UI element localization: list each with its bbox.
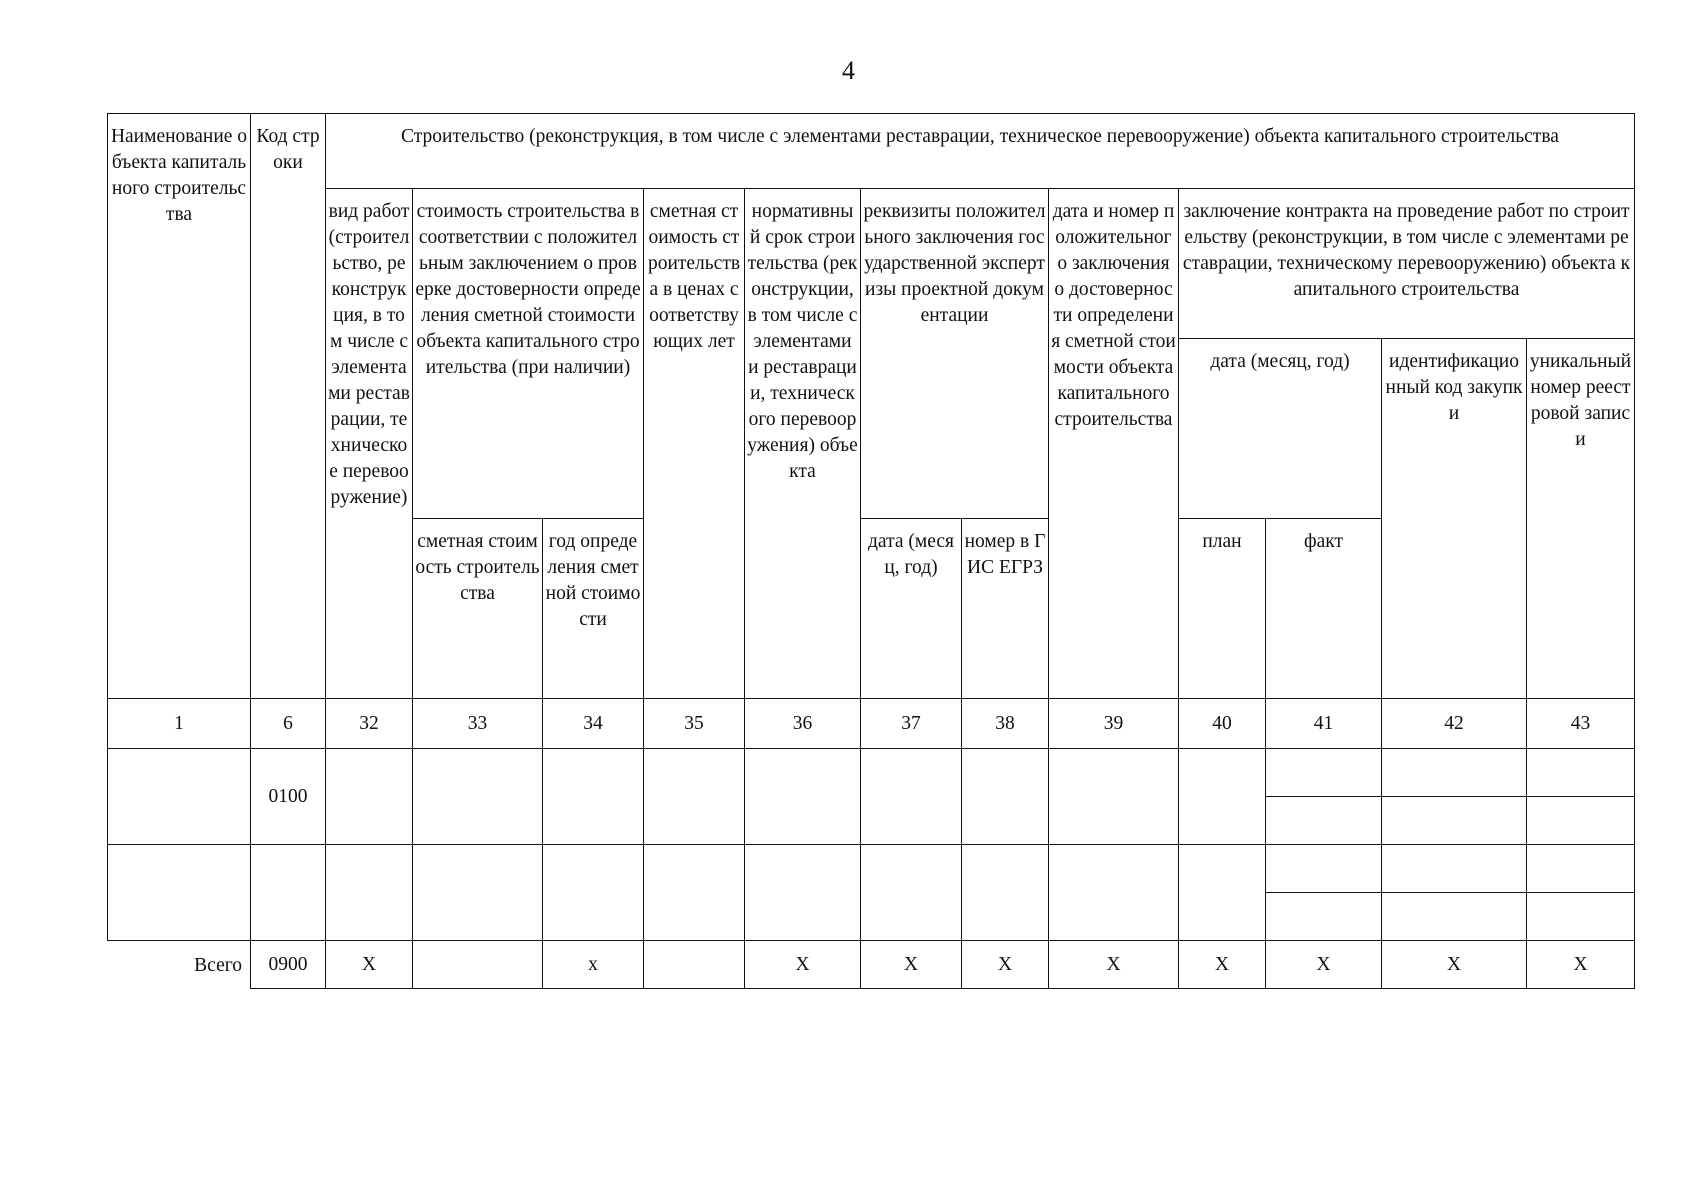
total-cell: X — [1266, 941, 1382, 989]
header-registry-number: уникальный номер реестровой записи — [1527, 339, 1635, 699]
column-numbers-row — [108, 699, 1635, 749]
total-cell: X — [1179, 941, 1266, 989]
header-contract-group: заключение контракта на проведение работ по строительству (реконструкции, в том числе с элементами реставрации, техническому перевооружению) объекта капитального строительства — [1179, 189, 1635, 339]
data-cell[interactable] — [413, 845, 543, 941]
header-cost-estimate: сметная стоимость строительства — [413, 519, 543, 699]
data-cell[interactable] — [861, 845, 962, 941]
data-cell[interactable] — [1266, 749, 1382, 797]
column-number: 38 — [962, 699, 1049, 749]
header-cost-year: год определения сметной стоимости — [543, 519, 644, 699]
object-name-cell[interactable] — [108, 749, 251, 845]
header-contract-plan: план — [1179, 519, 1266, 699]
column-number: 41 — [1266, 699, 1382, 749]
data-cell[interactable] — [962, 845, 1049, 941]
total-cell: X — [1527, 941, 1635, 989]
header-construction-group: Строительство (реконструкция, в том числе с элементами реставрации, техническое перевооружение) объекта капитального строительства — [326, 114, 1635, 189]
report-table — [107, 113, 1635, 989]
header-object-name: Наименование объекта капитального строительства — [108, 114, 251, 699]
data-cell[interactable] — [861, 749, 962, 845]
data-cell[interactable] — [326, 749, 413, 845]
column-number: 35 — [644, 699, 745, 749]
header-contract-date: дата (месяц, год) — [1179, 339, 1382, 519]
header-normative-term: нормативный срок строительства (реконструкции, в том числе с элементами и реставрации, технического перевооружения) объекта — [745, 189, 861, 699]
total-cell: X — [962, 941, 1049, 989]
object-name-cell[interactable] — [108, 845, 251, 941]
header-cost-current-prices: сметная стоимость строительства в ценах соответствующих лет — [644, 189, 745, 699]
total-cell[interactable] — [644, 941, 745, 989]
data-cell[interactable] — [1382, 749, 1527, 797]
total-row-code: 0900 — [251, 941, 326, 989]
column-number: 39 — [1049, 699, 1179, 749]
data-cell[interactable] — [1179, 845, 1266, 941]
column-number: 6 — [251, 699, 326, 749]
header-purchase-id: идентификационный код закупки — [1382, 339, 1527, 699]
data-cell[interactable] — [1527, 893, 1635, 941]
total-cell: X — [1049, 941, 1179, 989]
total-cell: X — [745, 941, 861, 989]
column-number: 32 — [326, 699, 413, 749]
column-number: 42 — [1382, 699, 1527, 749]
column-number: 40 — [1179, 699, 1266, 749]
total-cell: x — [543, 941, 644, 989]
data-cell[interactable] — [1382, 797, 1527, 845]
data-cell[interactable] — [326, 845, 413, 941]
row-code-cell — [251, 845, 326, 941]
header-row-code: Код строки — [251, 114, 326, 699]
data-cell[interactable] — [413, 749, 543, 845]
data-cell[interactable] — [1049, 845, 1179, 941]
header-expertise-number: номер в ГИС ЕГРЗ — [962, 519, 1049, 699]
row-code-cell: 0100 — [251, 749, 326, 845]
data-cell[interactable] — [644, 749, 745, 845]
data-cell[interactable] — [1266, 893, 1382, 941]
table-row — [108, 845, 1635, 893]
column-number: 34 — [543, 699, 644, 749]
data-cell[interactable] — [745, 749, 861, 845]
column-number: 43 — [1527, 699, 1635, 749]
table-row — [108, 749, 1635, 797]
data-cell[interactable] — [543, 845, 644, 941]
page-number: 4 — [842, 56, 855, 85]
data-cell[interactable] — [1382, 845, 1527, 893]
total-cell[interactable] — [413, 941, 543, 989]
header-contract-fact: факт — [1266, 519, 1382, 699]
data-cell[interactable] — [1266, 797, 1382, 845]
header-expertise-group: реквизиты положительного заключения государственной экспертизы проектной документации — [861, 189, 1049, 519]
data-cell[interactable] — [1527, 749, 1635, 797]
column-number: 33 — [413, 699, 543, 749]
data-cell[interactable] — [1527, 845, 1635, 893]
total-row — [108, 941, 1635, 989]
data-cell[interactable] — [1527, 797, 1635, 845]
header-conclusion-date-number: дата и номер положительного заключения о достоверности определения сметной стоимости объекта капитального строительства — [1049, 189, 1179, 699]
header-expertise-date: дата (месяц, год) — [861, 519, 962, 699]
total-label: Всего — [194, 954, 242, 976]
header-cost-group: стоимость строительства в соответствии с положительным заключением о проверке достоверности определения сметной стоимости объекта капитального строительства (при наличии) — [413, 189, 644, 519]
data-cell[interactable] — [1382, 893, 1527, 941]
column-number: 36 — [745, 699, 861, 749]
header-work-type: вид работ (строительство, реконструкция, в том числе с элементами реставрации, техническое перевооружение) — [326, 189, 413, 699]
column-number: 1 — [108, 699, 251, 749]
total-cell: X — [326, 941, 413, 989]
column-number: 37 — [861, 699, 962, 749]
data-cell[interactable] — [644, 845, 745, 941]
total-cell: X — [1382, 941, 1527, 989]
data-cell[interactable] — [1266, 845, 1382, 893]
total-cell: X — [861, 941, 962, 989]
data-cell[interactable] — [1049, 749, 1179, 845]
data-cell[interactable] — [1179, 749, 1266, 845]
data-cell[interactable] — [543, 749, 644, 845]
data-cell[interactable] — [962, 749, 1049, 845]
data-cell[interactable] — [745, 845, 861, 941]
